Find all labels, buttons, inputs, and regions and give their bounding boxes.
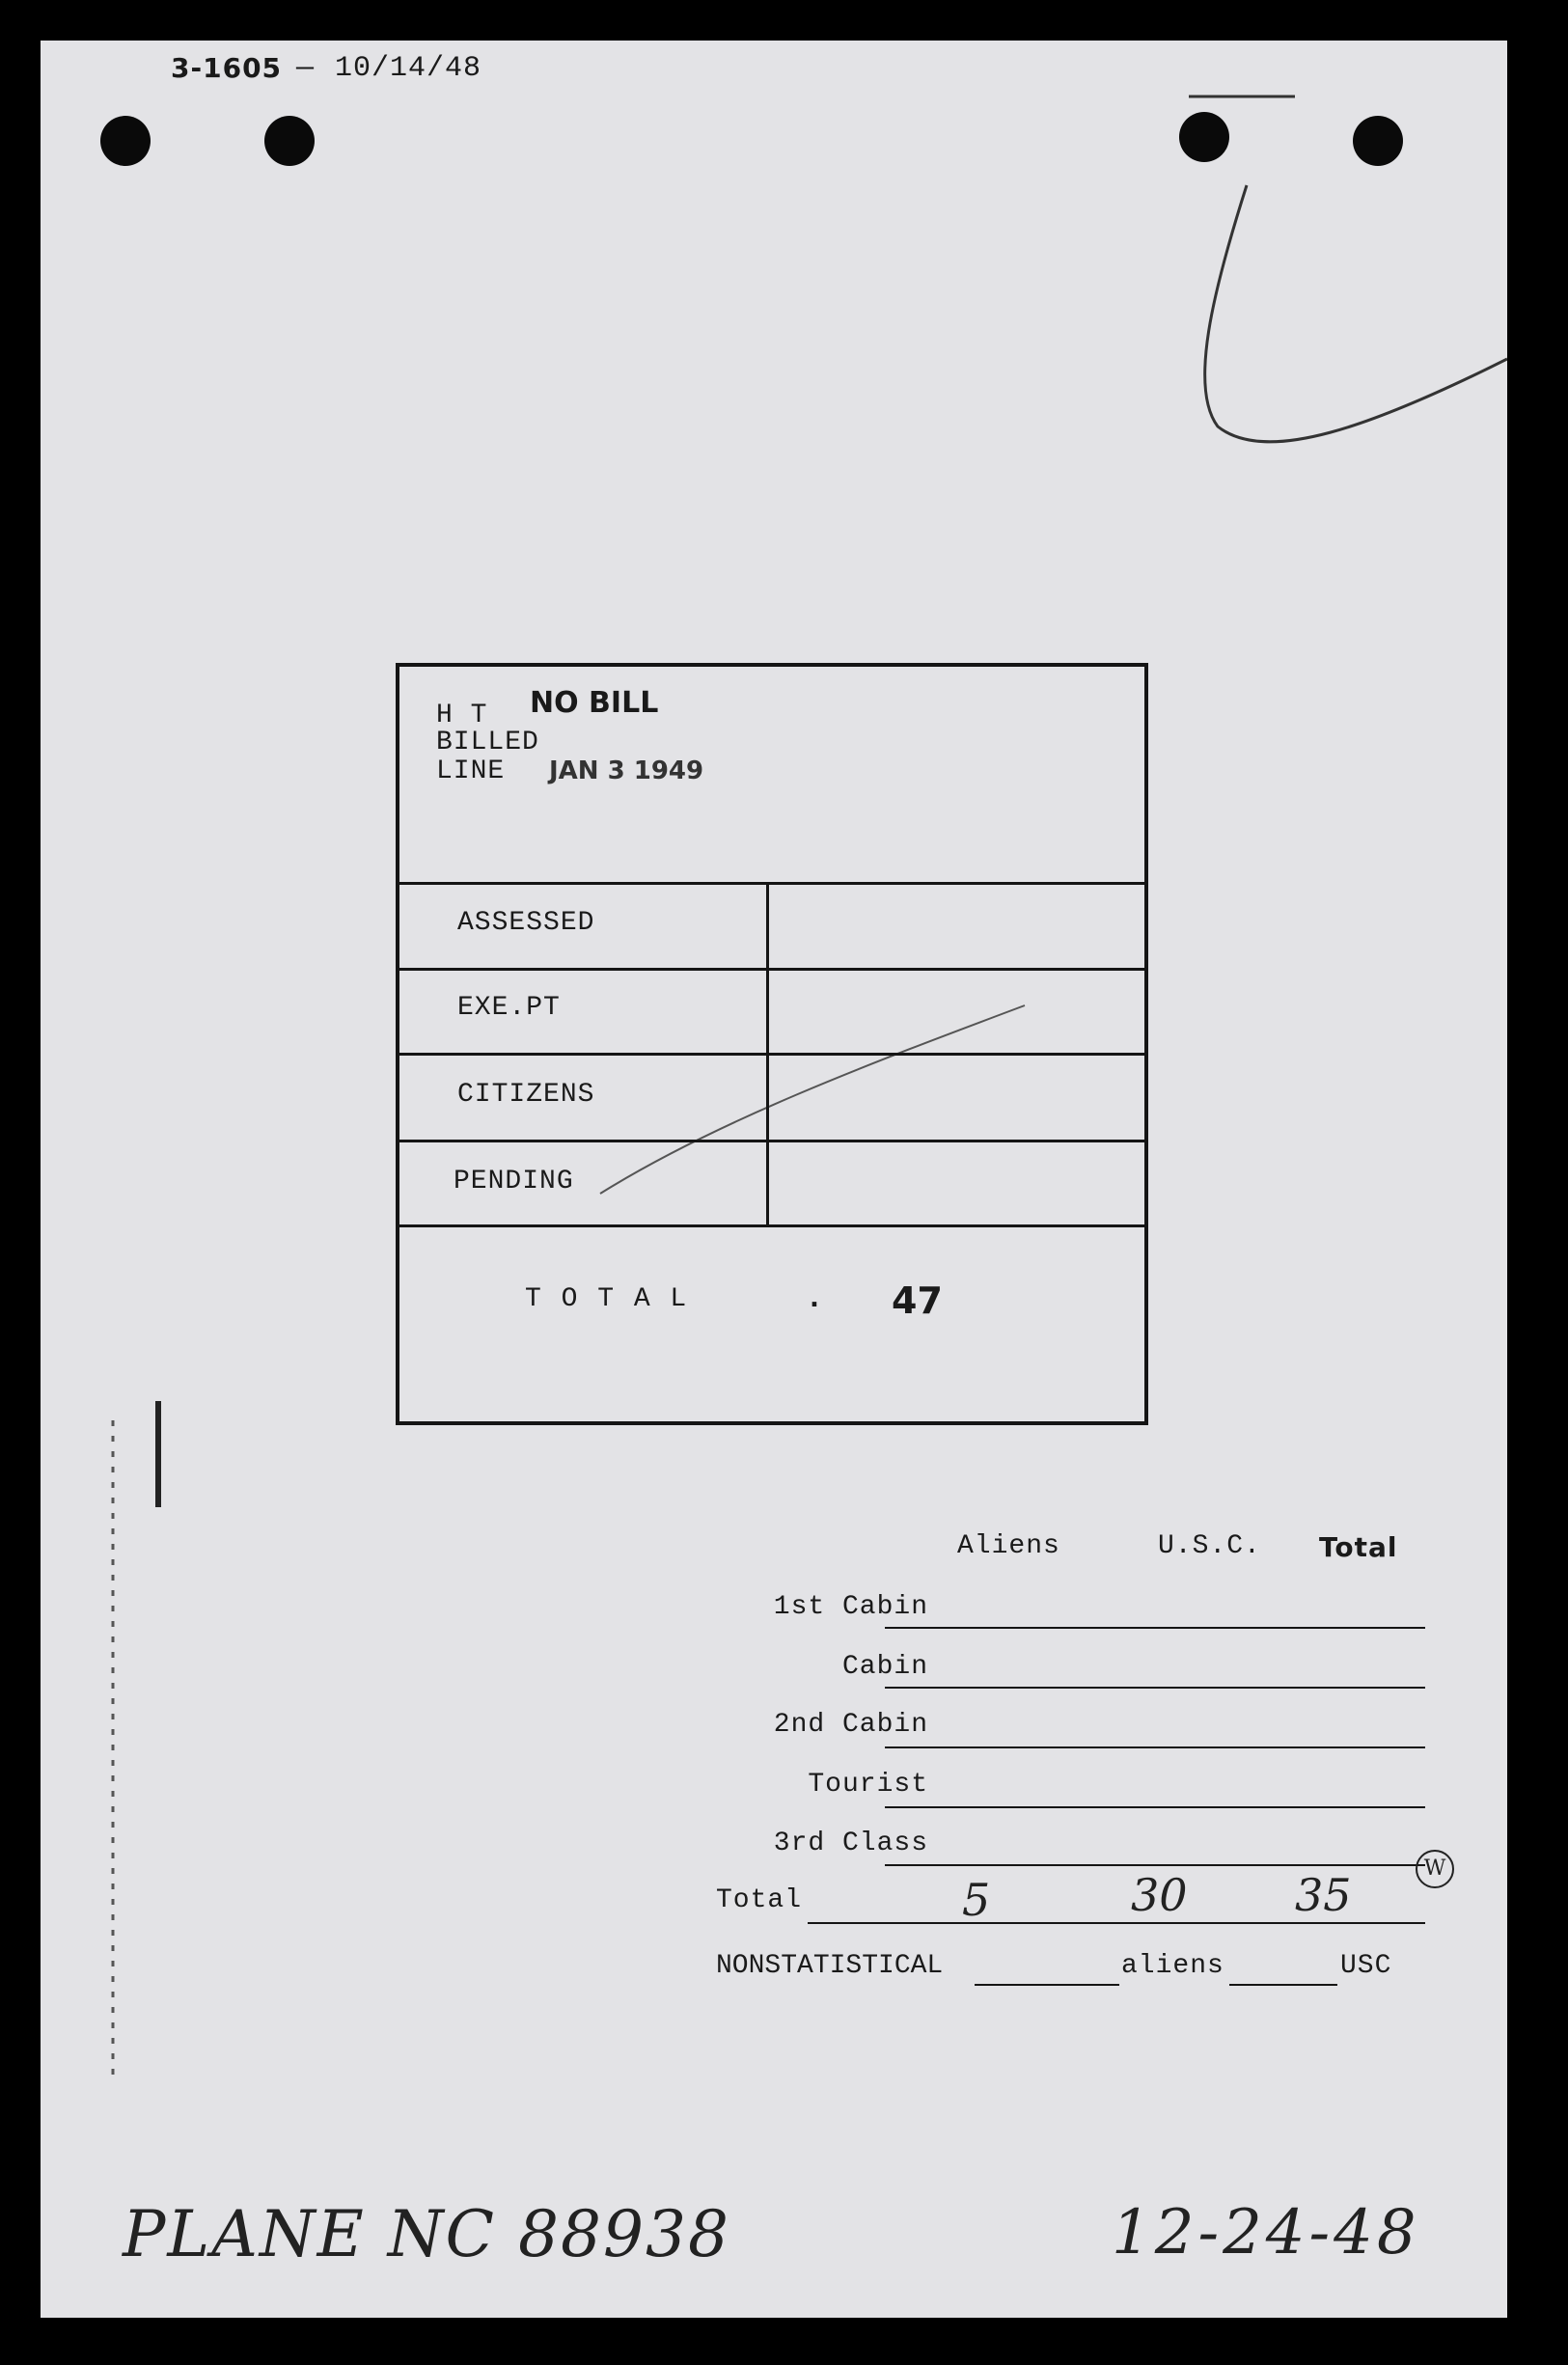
divider bbox=[399, 882, 1144, 885]
col-usc: U.S.C. bbox=[1158, 1531, 1261, 1561]
nonstatistical-aliens-label: aliens bbox=[1121, 1951, 1224, 1981]
fill-line bbox=[885, 1806, 1425, 1808]
fill-line bbox=[885, 1864, 1425, 1866]
fill-line bbox=[885, 1746, 1425, 1748]
billed-label: BILLED bbox=[436, 728, 539, 757]
row-2nd-cabin: 2nd Cabin bbox=[773, 1710, 928, 1740]
row-1st-cabin: 1st Cabin bbox=[773, 1592, 928, 1622]
form-date: 10/14/48 bbox=[335, 52, 482, 85]
row-cabin: Cabin bbox=[841, 1652, 928, 1682]
plane-number-handwritten: PLANE NC 88938 bbox=[123, 2197, 730, 2271]
row-citizens: CITIZENS bbox=[457, 1080, 595, 1110]
form-date-dash: — bbox=[296, 52, 316, 85]
total-value: 47 bbox=[892, 1279, 943, 1322]
divider bbox=[399, 1140, 1144, 1142]
col-aliens: Aliens bbox=[957, 1531, 1060, 1561]
divider bbox=[399, 1053, 1144, 1056]
fill-line bbox=[808, 1922, 1425, 1924]
fill-line bbox=[885, 1687, 1425, 1689]
row-assessed: ASSESSED bbox=[457, 908, 595, 938]
date-handwritten: 12-24-48 bbox=[1112, 2197, 1420, 2269]
row-3rd-class: 3rd Class bbox=[773, 1829, 928, 1858]
fill-line bbox=[1229, 1984, 1337, 1986]
row-exempt: EXE.PT bbox=[457, 993, 561, 1023]
no-bill-stamp: NO BILL bbox=[530, 686, 659, 720]
divider bbox=[399, 1224, 1144, 1227]
divider bbox=[399, 968, 1144, 971]
row-total: Total bbox=[716, 1885, 803, 1915]
total-usc-handwritten: 30 bbox=[1131, 1869, 1188, 1921]
fill-line bbox=[975, 1984, 1119, 1986]
form-number: 3-1605 bbox=[171, 52, 283, 84]
nonstatistical-label: NONSTATISTICAL bbox=[716, 1951, 944, 1981]
date-stamp: JAN 3 1949 bbox=[549, 756, 704, 785]
total-total-handwritten: 35 bbox=[1295, 1869, 1352, 1921]
billing-status-box bbox=[396, 663, 1148, 1425]
column-divider bbox=[766, 882, 769, 1224]
total-dot: . bbox=[810, 1284, 819, 1313]
row-pending: PENDING bbox=[454, 1167, 574, 1196]
line-label: LINE bbox=[436, 756, 506, 786]
total-label: T O T A L bbox=[525, 1284, 689, 1314]
circled-mark: W bbox=[1416, 1850, 1454, 1888]
fill-line bbox=[885, 1627, 1425, 1629]
document-page bbox=[41, 41, 1507, 2318]
col-total: Total bbox=[1319, 1531, 1398, 1563]
ht-label: H T bbox=[436, 701, 488, 730]
row-tourist: Tourist bbox=[808, 1770, 928, 1800]
nonstatistical-usc-label: USC bbox=[1340, 1951, 1392, 1981]
total-aliens-handwritten: 5 bbox=[962, 1874, 991, 1926]
